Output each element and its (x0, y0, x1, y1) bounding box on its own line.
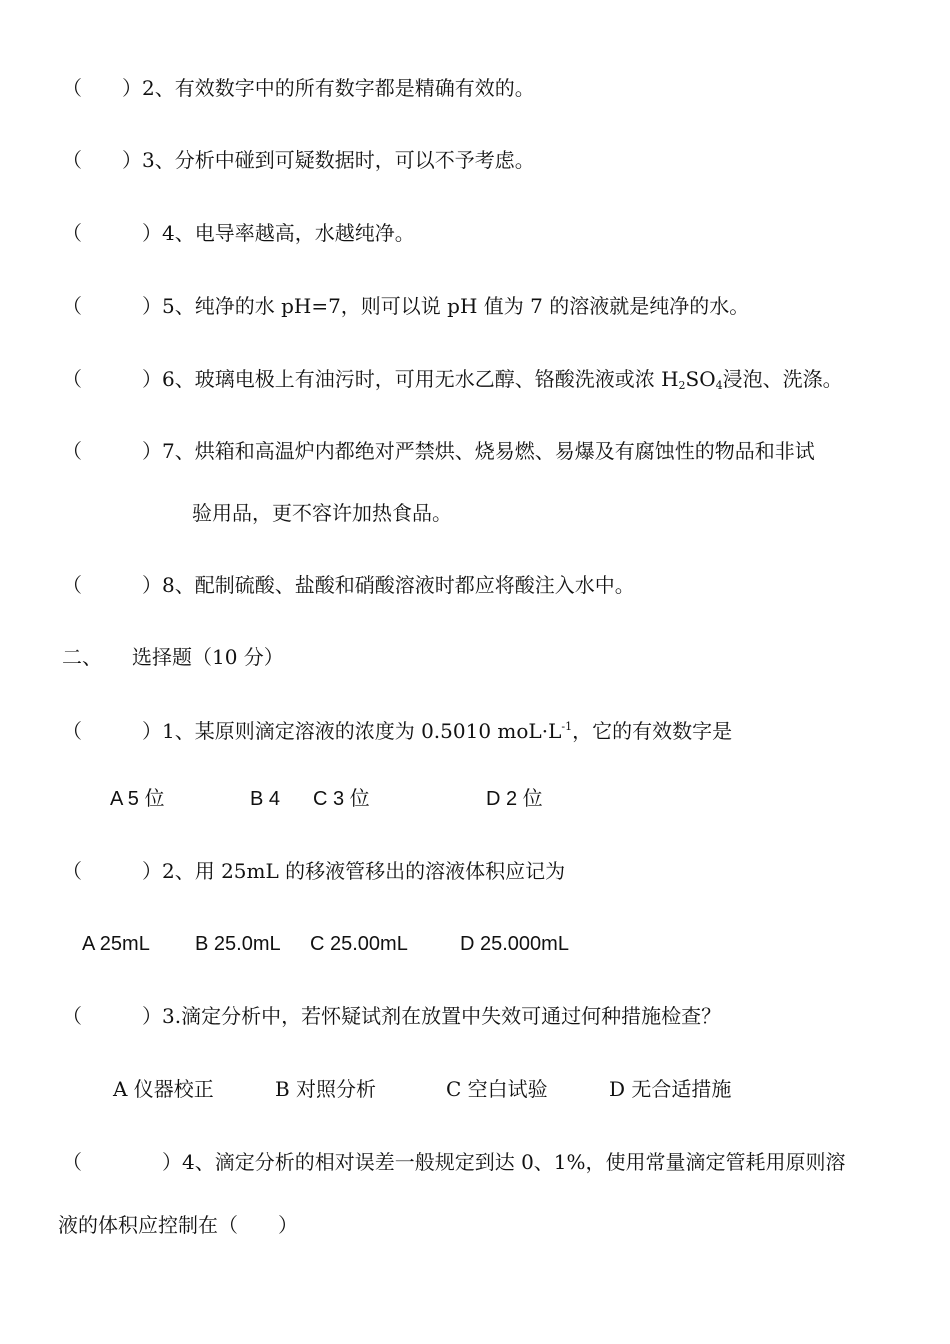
answer-paren: （ ） (62, 859, 162, 883)
question-text: 7、烘箱和高温炉内都绝对严禁烘、烧易燃、易爆及有腐蚀性的物品和非试 (162, 439, 815, 463)
choice-item-4 (62, 1148, 846, 1176)
choice-3-option-a: A 仪器校正 (113, 1077, 214, 1101)
question-text: SO (685, 367, 716, 391)
section-title: 选择题（10 分） (132, 645, 284, 669)
answer-paren: （ ） (62, 573, 162, 597)
subscript: 2 (678, 379, 686, 392)
judgement-item-3 (62, 146, 535, 174)
question-text: 1、某原则滴定溶液的浓度为 0.5010 moL·L (162, 719, 562, 743)
choice-2-option-d: D 25.000mL (460, 933, 569, 955)
judgement-item-4 (62, 219, 415, 247)
superscript: -1 (561, 720, 573, 733)
answer-paren: （ ） (62, 719, 162, 743)
answer-paren: （ ） (62, 439, 162, 463)
answer-paren: （ ） (62, 148, 142, 172)
judgement-item-2 (62, 74, 535, 102)
judgement-item-5 (62, 292, 749, 320)
section-heading (62, 643, 284, 671)
answer-paren: （ ） (62, 221, 162, 245)
choice-1-option-d: D 2 位 (486, 788, 543, 810)
judgement-item-8 (62, 571, 635, 599)
answer-paren: （ ） (62, 76, 142, 100)
question-text: 浸泡、洗涤。 (722, 367, 843, 391)
choice-1-option-b: B 4 (250, 788, 281, 810)
subscript: 4 (715, 379, 723, 392)
choice-2-option-c: C 25.00mL (310, 933, 408, 955)
choice-3-option-b: B 对照分析 (275, 1077, 377, 1101)
choice-2-option-a: A 25mL (82, 933, 150, 955)
choice-item-3 (62, 1002, 721, 1030)
answer-paren: （ ） (62, 294, 162, 318)
question-text: 4、电导率越高，水越纯净。 (162, 221, 415, 245)
choice-2-option-b: B 25.0mL (195, 933, 281, 955)
question-text: 5、纯净的水 pH=7，则可以说 pH 值为 7 的溶液就是纯净的水。 (162, 294, 750, 318)
judgement-item-7-continuation: 验用品，更不容许加热食品。 (192, 501, 452, 525)
question-text: ，它的有效数字是 (572, 719, 733, 743)
choice-1-option-a: A 5 位 (110, 788, 165, 810)
choice-item-1 (62, 713, 732, 745)
section-number: 二、 (62, 645, 102, 669)
judgement-item-6 (62, 365, 843, 400)
answer-paren: （ ） (62, 1150, 182, 1174)
question-text: 8、配制硫酸、盐酸和硝酸溶液时都应将酸注入水中。 (162, 573, 635, 597)
choice-3-option-d: D 无合适措施 (609, 1077, 732, 1101)
choice-item-4-continuation: 液的体积应控制在（ ） (58, 1213, 298, 1237)
question-text: 2、用 25mL 的移液管移出的溶液体积应记为 (162, 859, 566, 883)
question-text: 3.滴定分析中，若怀疑试剂在放置中失效可通过何种措施检查？ (162, 1004, 722, 1028)
answer-paren: （ ） (62, 367, 162, 391)
choice-3-option-c: C 空白试验 (446, 1077, 548, 1101)
choice-1-option-c: C 3 位 (313, 788, 370, 810)
question-text: 3、分析中碰到可疑数据时，可以不予考虑。 (142, 148, 535, 172)
answer-paren: （ ） (62, 1004, 162, 1028)
choice-item-2 (62, 857, 565, 885)
question-text: 4、滴定分析的相对误差一般规定到达 0、1%，使用常量滴定管耗用原则溶 (182, 1150, 846, 1174)
judgement-item-7 (62, 437, 815, 465)
question-text: 2、有效数字中的所有数字都是精确有效的。 (142, 76, 535, 100)
question-text: 6、玻璃电极上有油污时，可用无水乙醇、铬酸洗液或浓 H (162, 367, 679, 391)
